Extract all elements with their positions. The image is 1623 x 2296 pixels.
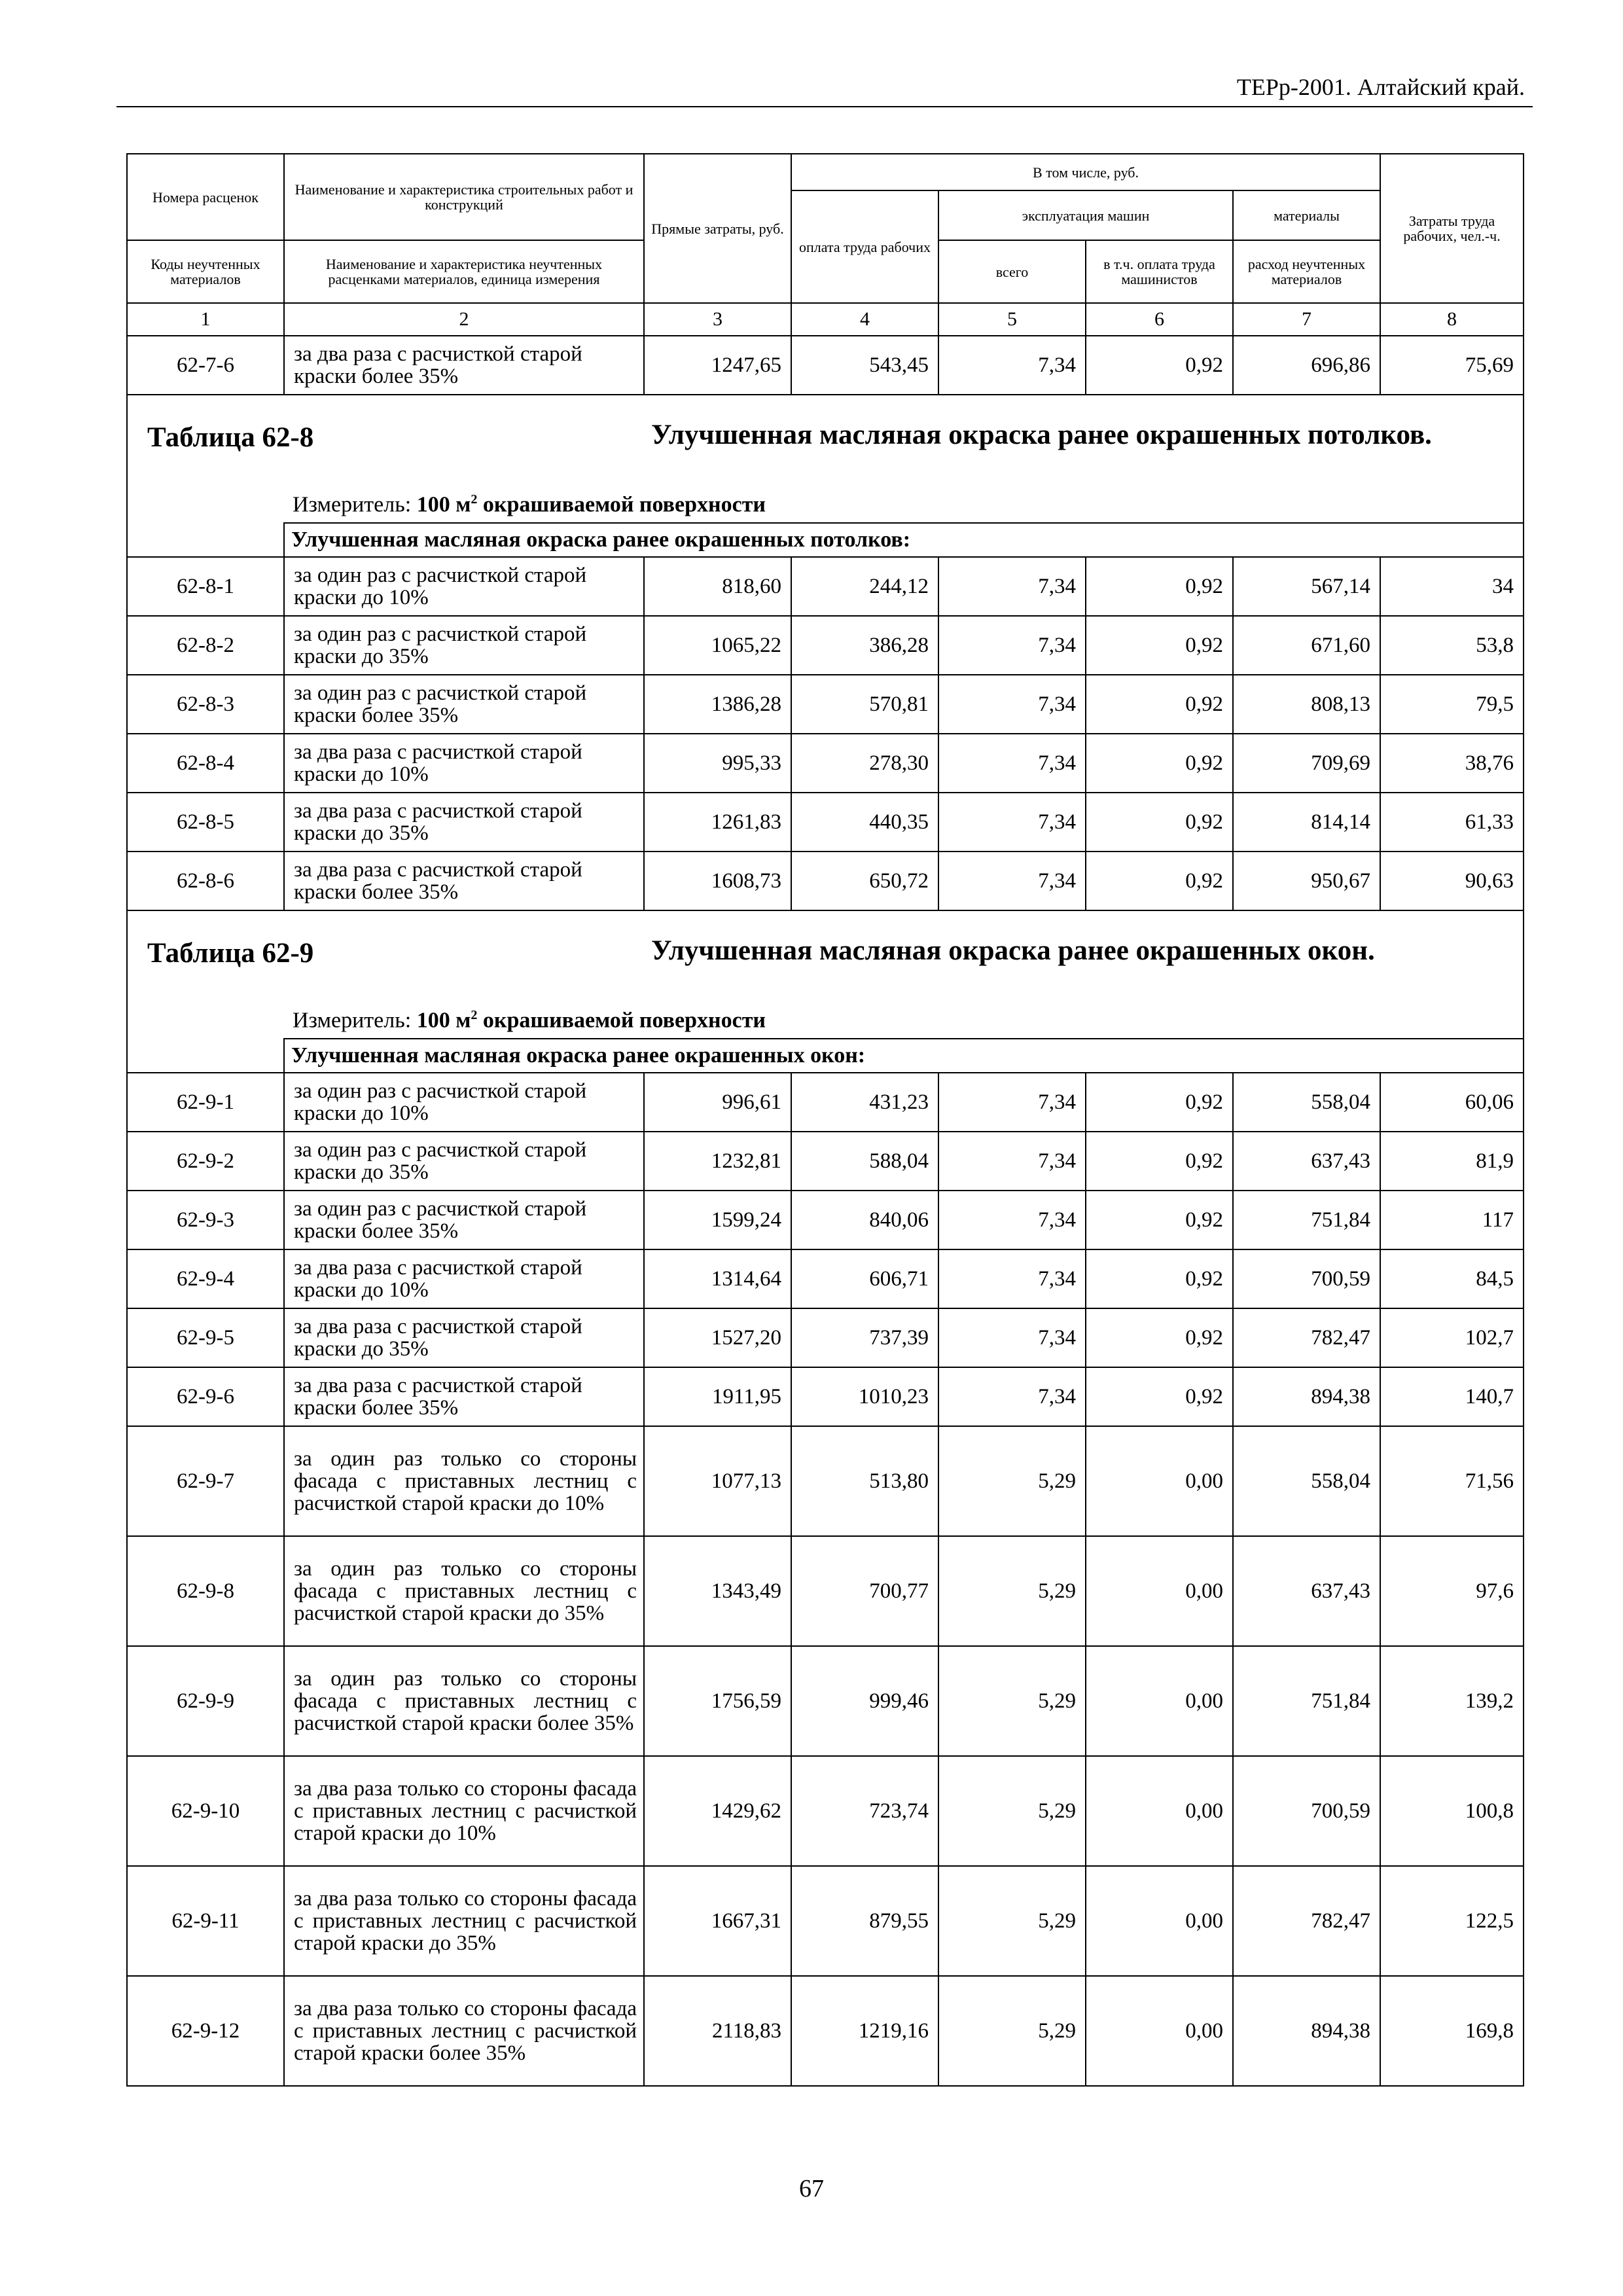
labor-pay: 723,74 [791,1756,938,1866]
table-62-9-rows [127,1073,1524,2086]
machines-total: 7,34 [938,1191,1086,1249]
rate-name: за один раз с расчисткой старой краски более 35% [284,1191,644,1249]
materials-cost: 894,38 [1233,1976,1380,2086]
table-62-8-title-row [127,395,1524,523]
measure-suffix: окрашиваемой поверхности [482,492,766,516]
table-62-9-subheading-row [127,1039,1524,1073]
machines-total: 7,34 [938,793,1086,852]
labor-pay: 1219,16 [791,1976,938,2086]
column-number: 8 [1380,303,1524,336]
rate-name: за два раза только со стороны фасада с приставных лестниц с расчисткой старой краски до 35% [284,1866,644,1976]
labor-pay: 879,55 [791,1866,938,1976]
column-number: 1 [127,303,284,336]
labor-hours: 100,8 [1380,1756,1524,1866]
measure-prefix: Измеритель: [293,1008,412,1032]
direct-cost: 1247,65 [644,336,791,395]
direct-cost: 1599,24 [644,1191,791,1249]
table-row [127,1756,1524,1866]
labor-hours: 75,69 [1380,336,1524,395]
machine-operator-pay: 0,92 [1086,1308,1233,1367]
labor-hours: 81,9 [1380,1132,1524,1191]
machine-operator-pay: 0,00 [1086,1866,1233,1976]
labor-pay: 278,30 [791,734,938,793]
table-62-8-title-block [127,395,1524,523]
table-row [127,1073,1524,1132]
page-number: 67 [799,2175,824,2202]
rate-code: 62-9-6 [127,1367,284,1426]
table-62-8-measure [293,492,766,517]
table-row [127,1132,1524,1191]
labor-pay: 840,06 [791,1191,938,1249]
machine-operator-pay: 0,00 [1086,1426,1233,1536]
labor-hours: 38,76 [1380,734,1524,793]
machines-total: 5,29 [938,1866,1086,1976]
rate-code: 62-9-7 [127,1426,284,1536]
direct-cost: 1343,49 [644,1536,791,1646]
rate-name: за один раз только со стороны фасада с приставных лестниц с расчисткой старой краски более 35% [284,1646,644,1756]
table-62-9-subheading: Улучшенная масляная окраска ранее окрашенных окон: [284,1039,1524,1073]
machines-total: 7,34 [938,852,1086,910]
labor-pay: 431,23 [791,1073,938,1132]
direct-cost: 996,61 [644,1073,791,1132]
table-row [127,852,1524,910]
machine-operator-pay: 0,92 [1086,616,1233,675]
rate-code: 62-8-4 [127,734,284,793]
column-number: 4 [791,303,938,336]
labor-hours: 90,63 [1380,852,1524,910]
rate-name: за два раза только со стороны фасада с приставных лестниц с расчисткой старой краски до 10% [284,1756,644,1866]
table-62-8-title: Улучшенная масляная окраска ранее окрашенных потолков. [651,420,1432,450]
header-code-top: Номера расценок [127,154,284,240]
rate-name: за два раза с расчисткой старой краски до 35% [284,793,644,852]
column-number: 5 [938,303,1086,336]
materials-cost: 751,84 [1233,1191,1380,1249]
rate-code: 62-9-1 [127,1073,284,1132]
table-row [127,336,1524,395]
direct-cost: 1756,59 [644,1646,791,1756]
machines-total: 7,34 [938,675,1086,734]
labor-pay: 606,71 [791,1249,938,1308]
table-row [127,1976,1524,2086]
direct-cost: 1077,13 [644,1426,791,1536]
table-header [127,154,1524,336]
labor-hours: 169,8 [1380,1976,1524,2086]
labor-hours: 61,33 [1380,793,1524,852]
machine-operator-pay: 0,92 [1086,1191,1233,1249]
materials-cost: 814,14 [1233,793,1380,852]
machines-total: 7,34 [938,1367,1086,1426]
measure-suffix: окрашиваемой поверхности [482,1008,766,1032]
machines-total: 5,29 [938,1976,1086,2086]
column-number: 6 [1086,303,1233,336]
machine-operator-pay: 0,92 [1086,1367,1233,1426]
rate-name: за один раз с расчисткой старой краски до 35% [284,1132,644,1191]
machine-operator-pay: 0,92 [1086,1249,1233,1308]
rate-code: 62-9-9 [127,1646,284,1756]
labor-hours: 71,56 [1380,1426,1524,1536]
materials-cost: 894,38 [1233,1367,1380,1426]
rate-name: за два раза с расчисткой старой краски более 35% [284,1367,644,1426]
table-62-9-title: Улучшенная масляная окраска ранее окрашенных окон. [651,935,1375,966]
rate-code: 62-9-8 [127,1536,284,1646]
rate-name: за два раза с расчисткой старой краски до 35% [284,1308,644,1367]
machines-total: 7,34 [938,734,1086,793]
materials-cost: 700,59 [1233,1249,1380,1308]
materials-cost: 637,43 [1233,1132,1380,1191]
materials-cost: 558,04 [1233,1073,1380,1132]
table-62-9-section [127,910,1524,1073]
header-machines-pay: в т.ч. оплата труда машинистов [1086,240,1233,303]
machines-total: 7,34 [938,557,1086,616]
header-materials: материалы [1233,190,1380,240]
materials-cost: 637,43 [1233,1536,1380,1646]
materials-cost: 700,59 [1233,1756,1380,1866]
table-row [127,616,1524,675]
direct-cost: 2118,83 [644,1976,791,2086]
direct-cost: 1232,81 [644,1132,791,1191]
rate-name: за один раз с расчисткой старой краски до 10% [284,557,644,616]
machine-operator-pay: 0,00 [1086,1646,1233,1756]
column-number: 3 [644,303,791,336]
direct-cost: 1386,28 [644,675,791,734]
labor-hours: 84,5 [1380,1249,1524,1308]
rates-table [126,153,1524,2087]
rate-name: за один раз с расчисткой старой краски до 10% [284,1073,644,1132]
column-numbers-row [127,303,1524,336]
table-row [127,1646,1524,1756]
machines-total: 7,34 [938,1132,1086,1191]
materials-cost: 671,60 [1233,616,1380,675]
labor-hours: 53,8 [1380,616,1524,675]
labor-hours: 122,5 [1380,1866,1524,1976]
labor-pay: 386,28 [791,616,938,675]
labor-pay: 700,77 [791,1536,938,1646]
spacer-cell [127,523,284,557]
labor-hours: 139,2 [1380,1646,1524,1756]
rate-code: 62-9-3 [127,1191,284,1249]
measure-sup: 2 [471,492,478,507]
labor-pay: 650,72 [791,852,938,910]
direct-cost: 1911,95 [644,1367,791,1426]
machines-total: 5,29 [938,1426,1086,1536]
header-name-top: Наименование и характеристика строительных работ и конструкций [284,154,644,240]
table-62-8-subheading-row [127,523,1524,557]
labor-hours: 140,7 [1380,1367,1524,1426]
materials-cost: 950,67 [1233,852,1380,910]
direct-cost: 1527,20 [644,1308,791,1367]
measure-sup: 2 [471,1007,478,1022]
header-code-bottom: Коды неучтенных материалов [127,240,284,303]
direct-cost: 1667,31 [644,1866,791,1976]
table-row [127,734,1524,793]
header-labor-cost: Затраты труда рабочих, чел.-ч. [1380,154,1524,303]
machine-operator-pay: 0,92 [1086,675,1233,734]
header-machines-total: всего [938,240,1086,303]
rate-name: за два раза с расчисткой старой краски более 35% [284,852,644,910]
machine-operator-pay: 0,92 [1086,852,1233,910]
direct-cost: 1065,22 [644,616,791,675]
header-labor-pay: оплата труда рабочих [791,190,938,303]
labor-hours: 102,7 [1380,1308,1524,1367]
table-row [127,557,1524,616]
rate-code: 62-9-4 [127,1249,284,1308]
labor-hours: 60,06 [1380,1073,1524,1132]
machine-operator-pay: 0,00 [1086,1536,1233,1646]
rate-code: 62-9-10 [127,1756,284,1866]
table-row [127,1308,1524,1367]
materials-cost: 751,84 [1233,1646,1380,1756]
carry-over-section [127,336,1524,395]
materials-cost: 709,69 [1233,734,1380,793]
measure-value: 100 м [416,1008,471,1032]
header-machines: эксплуатация машин [938,190,1233,240]
measure-prefix: Измеритель: [293,492,412,516]
labor-hours: 79,5 [1380,675,1524,734]
column-number: 7 [1233,303,1380,336]
rate-name: за один раз только со стороны фасада с приставных лестниц с расчисткой старой краски до 35% [284,1536,644,1646]
rate-name: за два раза только со стороны фасада с приставных лестниц с расчисткой старой краски более 35% [284,1976,644,2086]
table-row [127,1866,1524,1976]
rate-code: 62-8-6 [127,852,284,910]
direct-cost: 1608,73 [644,852,791,910]
labor-hours: 34 [1380,557,1524,616]
running-header [116,0,1533,107]
running-header-text: ТЕРр-2001. Алтайский край. [1236,74,1525,100]
machines-total: 5,29 [938,1756,1086,1866]
rate-name: за один раз с расчисткой старой краски более 35% [284,675,644,734]
labor-pay: 570,81 [791,675,938,734]
labor-pay: 244,12 [791,557,938,616]
spacer-cell [127,1039,284,1073]
direct-cost: 818,60 [644,557,791,616]
rate-name: за два раза с расчисткой старой краски до 10% [284,1249,644,1308]
rate-name: за один раз с расчисткой старой краски до 35% [284,616,644,675]
machines-total: 7,34 [938,1073,1086,1132]
rate-code: 62-9-11 [127,1866,284,1976]
table-row [127,1367,1524,1426]
table-62-9-title-row [127,910,1524,1039]
rate-name: за один раз только со стороны фасада с приставных лестниц с расчисткой старой краски до 10% [284,1426,644,1536]
table-62-8-label: Таблица 62-8 [147,422,314,453]
labor-pay: 440,35 [791,793,938,852]
labor-pay: 1010,23 [791,1367,938,1426]
table-row [127,1536,1524,1646]
table-62-8-section [127,395,1524,557]
table-row [127,675,1524,734]
rate-code: 62-7-6 [127,336,284,395]
table-62-9-label: Таблица 62-9 [147,938,314,969]
table-row [127,1249,1524,1308]
rate-name: за два раза с расчисткой старой краски более 35% [284,336,644,395]
materials-cost: 567,14 [1233,557,1380,616]
table-row [127,1191,1524,1249]
machine-operator-pay: 0,00 [1086,1976,1233,2086]
direct-cost: 1314,64 [644,1249,791,1308]
machine-operator-pay: 0,92 [1086,1073,1233,1132]
machine-operator-pay: 0,92 [1086,1132,1233,1191]
measure-value: 100 м [416,492,471,516]
header-name-bottom: Наименование и характеристика неучтенных расценками материалов, единица измерения [284,240,644,303]
rate-code: 62-8-5 [127,793,284,852]
machines-total: 7,34 [938,616,1086,675]
direct-cost: 995,33 [644,734,791,793]
machine-operator-pay: 0,92 [1086,793,1233,852]
materials-cost: 696,86 [1233,336,1380,395]
labor-hours: 117 [1380,1191,1524,1249]
machines-total: 7,34 [938,336,1086,395]
labor-pay: 513,80 [791,1426,938,1536]
machine-operator-pay: 0,92 [1086,336,1233,395]
machine-operator-pay: 0,92 [1086,557,1233,616]
materials-cost: 558,04 [1233,1426,1380,1536]
table-62-8-subheading: Улучшенная масляная окраска ранее окрашенных потолков: [284,523,1524,557]
materials-cost: 782,47 [1233,1308,1380,1367]
labor-pay: 737,39 [791,1308,938,1367]
labor-hours: 97,6 [1380,1536,1524,1646]
header-direct: Прямые затраты, руб. [644,154,791,303]
table-row [127,793,1524,852]
labor-pay: 588,04 [791,1132,938,1191]
rate-name: за два раза с расчисткой старой краски до 10% [284,734,644,793]
table-62-9-title-block [127,910,1524,1039]
table-62-9-measure [293,1008,766,1033]
machine-operator-pay: 0,00 [1086,1756,1233,1866]
machines-total: 5,29 [938,1646,1086,1756]
rate-code: 62-8-1 [127,557,284,616]
materials-cost: 782,47 [1233,1866,1380,1976]
machines-total: 7,34 [938,1308,1086,1367]
rate-code: 62-8-2 [127,616,284,675]
direct-cost: 1429,62 [644,1756,791,1866]
table-row [127,1426,1524,1536]
direct-cost: 1261,83 [644,793,791,852]
machines-total: 7,34 [938,1249,1086,1308]
labor-pay: 999,46 [791,1646,938,1756]
table-62-8-rows [127,557,1524,910]
machines-total: 5,29 [938,1536,1086,1646]
rate-code: 62-9-5 [127,1308,284,1367]
machine-operator-pay: 0,92 [1086,734,1233,793]
rate-code: 62-8-3 [127,675,284,734]
header-including: В том числе, руб. [791,154,1380,190]
rate-code: 62-9-12 [127,1976,284,2086]
materials-cost: 808,13 [1233,675,1380,734]
column-number: 2 [284,303,644,336]
labor-pay: 543,45 [791,336,938,395]
header-materials-unaccounted: расход неучтенных материалов [1233,240,1380,303]
rate-code: 62-9-2 [127,1132,284,1191]
